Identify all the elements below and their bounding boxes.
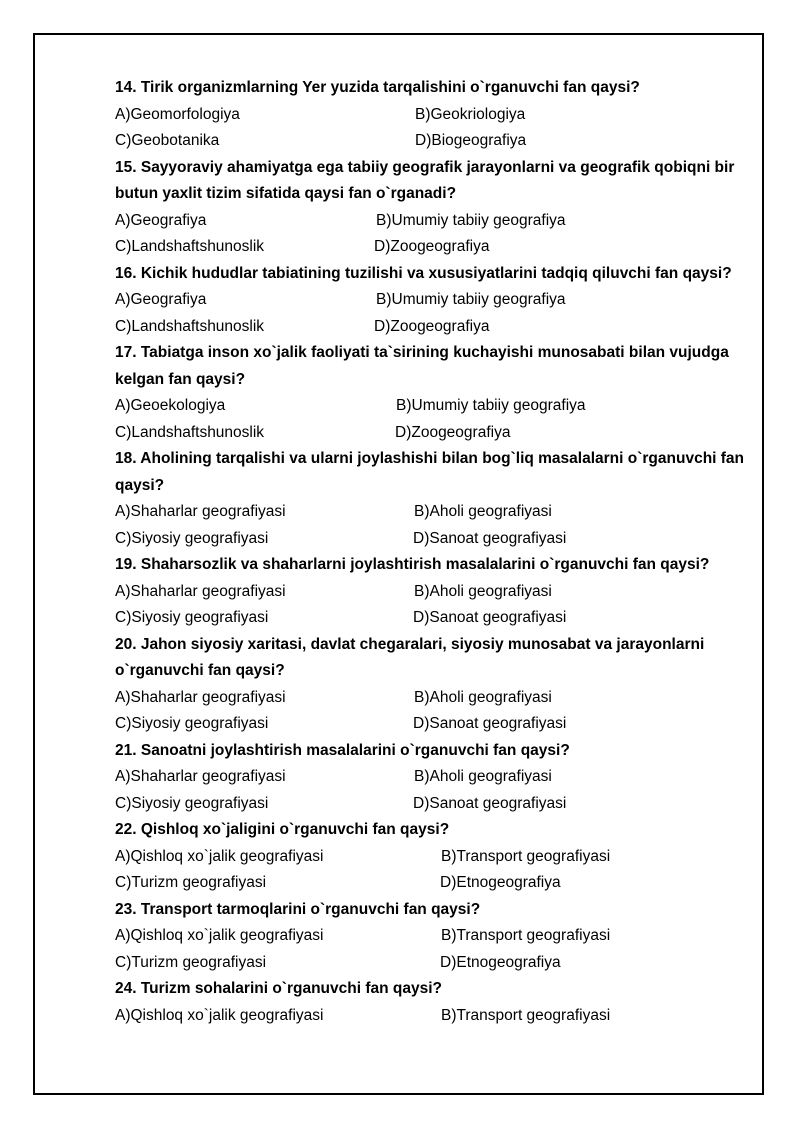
options-row <box>115 685 755 712</box>
options-row <box>115 208 755 235</box>
options-row <box>115 314 755 341</box>
options-row <box>115 499 755 526</box>
question-14: 14. Tirik organizmlarning Yer yuzida tarqalishini o`rganuvchi fan qaysi? <box>115 79 640 96</box>
option-c[interactable]: C)Turizm geografiyasi <box>115 874 267 891</box>
question-15: 15. Sayyoraviy ahamiyatga ega tabiiy geografik jarayonlarni va geografik qobiqni bir butun yaxlit tizim sifatida qaysi fan o`rganadi? <box>115 158 735 202</box>
option-c[interactable]: C)Landshaftshunoslik <box>115 423 265 441</box>
option-d[interactable]: D)Sanoat geografiyasi <box>413 715 567 732</box>
option-b[interactable]: B)Transport geografiyasi <box>441 927 611 944</box>
option-d[interactable]: D)Sanoat geografiyasi <box>413 529 567 547</box>
option-d[interactable]: D)Biogeografiya <box>415 132 527 149</box>
option-b[interactable]: B)Transport geografiyasi <box>441 847 611 865</box>
option-b[interactable]: B)Aholi geografiyasi <box>414 768 552 785</box>
options-row <box>115 711 755 738</box>
option-c[interactable]: C)Turizm geografiyasi <box>115 953 267 971</box>
option-a[interactable]: A)Qishloq xo`jalik geografiyasi <box>115 927 324 944</box>
question-list <box>115 75 755 1029</box>
option-a[interactable]: A)Qishloq xo`jalik geografiyasi <box>115 847 324 865</box>
options-row <box>115 287 755 314</box>
option-c[interactable]: C)Siyosiy geografiyasi <box>115 529 269 547</box>
options-row <box>115 791 755 818</box>
question-24: 24. Turizm sohalarini o`rganuvchi fan qaysi? <box>115 980 443 997</box>
option-d[interactable]: D)Etnogeografiya <box>440 953 561 971</box>
options-row <box>115 1003 755 1030</box>
option-b[interactable]: B)Umumiy tabiiy geografiya <box>396 397 586 414</box>
option-b[interactable]: B)Aholi geografiyasi <box>414 582 552 600</box>
question-19: 19. Shaharsozlik va shaharlarni joylashtirish masalalarini o`rganuvchi fan qaysi? <box>115 556 710 573</box>
option-a[interactable]: A)Geografiya <box>115 291 207 308</box>
options-row <box>115 923 755 950</box>
options-row <box>115 234 755 261</box>
option-c[interactable]: C)Geobotanika <box>115 132 220 149</box>
option-c[interactable]: C)Siyosiy geografiyasi <box>115 609 269 626</box>
options-row <box>115 870 755 897</box>
option-d[interactable]: D)Sanoat geografiyasi <box>413 609 567 626</box>
question-21: 21. Sanoatni joylashtirish masalalarini o`rganuvchi fan qaysi? <box>115 741 570 759</box>
option-b[interactable]: B)Aholi geografiyasi <box>414 503 552 520</box>
options-row <box>115 128 755 155</box>
option-a[interactable]: A)Shaharlar geografiyasi <box>115 503 286 520</box>
question-16: 16. Kichik hududlar tabiatining tuzilishi va xususiyatlarini tadqiq qiluvchi fan qaysi? <box>115 264 732 282</box>
option-d[interactable]: D)Zoogeografiya <box>395 423 511 441</box>
option-b[interactable]: B)Geokriologiya <box>415 105 526 123</box>
option-d[interactable]: D)Zoogeografiya <box>374 238 490 255</box>
option-c[interactable]: C)Siyosiy geografiyasi <box>115 715 269 732</box>
option-a[interactable]: A)Geomorfologiya <box>115 105 240 123</box>
option-d[interactable]: D)Zoogeografiya <box>374 317 490 335</box>
option-a[interactable]: A)Qishloq xo`jalik geografiyasi <box>115 1006 324 1024</box>
question-20: 20. Jahon siyosiy xaritasi, davlat chegaralari, siyosiy munosabat va jarayonlarni o`rganuvchi fan qaysi? <box>115 635 705 679</box>
question-23: 23. Transport tarmoqlarini o`rganuvchi fan qaysi? <box>115 900 481 918</box>
option-b[interactable]: B)Umumiy tabiiy geografiya <box>376 291 566 308</box>
options-row <box>115 764 755 791</box>
options-row <box>115 526 755 553</box>
option-b[interactable]: B)Umumiy tabiiy geografiya <box>376 211 566 229</box>
question-18: 18. Aholining tarqalishi va ularni joylashishi bilan bog`liq masalalarni o`rganuvchi fan qaysi? <box>115 450 745 494</box>
option-c[interactable]: C)Siyosiy geografiyasi <box>115 794 269 812</box>
options-row <box>115 420 755 447</box>
options-row <box>115 844 755 871</box>
options-row <box>115 393 755 420</box>
option-a[interactable]: A)Shaharlar geografiyasi <box>115 582 286 600</box>
option-a[interactable]: A)Shaharlar geografiyasi <box>115 688 286 706</box>
option-d[interactable]: D)Etnogeografiya <box>440 874 561 891</box>
option-d[interactable]: D)Sanoat geografiyasi <box>413 794 567 812</box>
option-a[interactable]: A)Geoekologiya <box>115 397 226 414</box>
options-row <box>115 102 755 129</box>
option-c[interactable]: C)Landshaftshunoslik <box>115 317 265 335</box>
question-22: 22. Qishloq xo`jaligini o`rganuvchi fan qaysi? <box>115 821 450 838</box>
option-b[interactable]: B)Aholi geografiyasi <box>414 688 552 706</box>
option-a[interactable]: A)Geografiya <box>115 211 207 229</box>
options-row <box>115 605 755 632</box>
option-c[interactable]: C)Landshaftshunoslik <box>115 238 265 255</box>
option-b[interactable]: B)Transport geografiyasi <box>441 1006 611 1024</box>
option-a[interactable]: A)Shaharlar geografiyasi <box>115 768 286 785</box>
options-row <box>115 579 755 606</box>
options-row <box>115 950 755 977</box>
question-17: 17. Tabiatga inson xo`jalik faoliyati ta`sirining kuchayishi munosabati bilan vujudga kelgan fan qaysi? <box>115 344 729 388</box>
